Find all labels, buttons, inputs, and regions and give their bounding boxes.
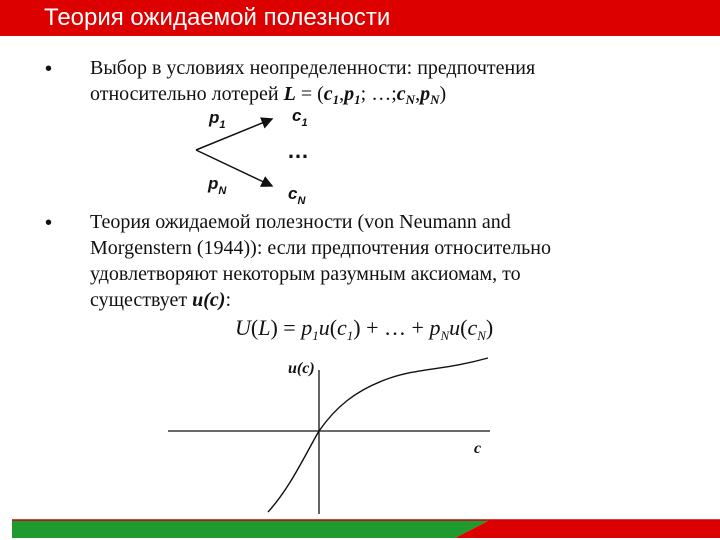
formula-open-3: ( — [460, 315, 468, 340]
lottery-label-p1 — [209, 108, 226, 131]
p-sub-1: 1 — [354, 92, 361, 107]
c-symbol-n: c — [396, 83, 406, 105]
lottery-label-c1 — [292, 106, 308, 129]
equals-open: = ( — [295, 83, 324, 105]
lottery-branch-up — [196, 119, 272, 150]
c1-sub: 1 — [301, 117, 308, 129]
graph-x-label: c — [474, 440, 482, 457]
lottery-label-cn — [288, 184, 305, 207]
bullet-1-line-1: Выбор в условиях неопределенности: предпочтения — [90, 57, 536, 79]
formula-cn-sub: N — [477, 328, 486, 343]
p1-letter: p — [209, 108, 220, 127]
formula-L: L — [258, 315, 271, 340]
formula-un: u — [449, 315, 461, 340]
formula-p1: p — [301, 315, 313, 340]
bottom-bar-red — [455, 520, 720, 538]
pn-sub: N — [218, 185, 227, 197]
pn-letter: p — [208, 174, 219, 193]
c-symbol: c — [323, 83, 333, 105]
p-sub-n: N — [430, 92, 440, 107]
formula-plus-dots: ) + … + — [353, 315, 430, 340]
p-symbol-n: p — [420, 83, 431, 105]
bullet-1-line-2-prefix: относительно лотерей — [90, 83, 284, 105]
p1-sub: 1 — [219, 119, 226, 131]
formula-eq: ) = — [270, 315, 302, 340]
slide-title: Теория ожидаемой полезности — [44, 4, 391, 31]
bullet-2-line-2: Morgenstern (1944)): если предпочтения относительно — [90, 237, 551, 259]
cn-letter: c — [288, 184, 298, 203]
bullet-marker: • — [45, 58, 53, 80]
expected-utility-formula — [235, 315, 493, 344]
formula-c1: c — [337, 315, 347, 340]
bullet-2-text — [90, 209, 551, 313]
bullet-2-line-1: Теория ожидаемой полезности (von Neumann and — [90, 211, 511, 233]
utility-symbol: u(c) — [192, 289, 226, 311]
cn-sub: N — [297, 195, 306, 207]
bullet-2-line-4 — [90, 287, 551, 313]
utility-curve — [268, 358, 488, 512]
c-sub-n: N — [405, 92, 416, 107]
comma-2: , — [415, 83, 421, 105]
formula-pn-sub: N — [440, 328, 450, 343]
p-symbol: p — [344, 83, 355, 105]
graph-y-label: u(c) — [288, 360, 315, 377]
bottom-bar-green — [12, 520, 490, 538]
bullet-2-line-4-prefix: существует — [90, 289, 193, 311]
formula-U: U — [235, 315, 251, 340]
mid-dots: ; …; — [360, 83, 397, 105]
formula-pn: p — [429, 315, 441, 340]
comma: , — [339, 83, 345, 105]
lottery-label-pn — [208, 174, 226, 197]
formula-open-2: ( — [329, 315, 338, 340]
colon: : — [225, 289, 232, 311]
bullet-marker-2: • — [45, 212, 53, 234]
formula-u1: u — [318, 315, 330, 340]
c1-letter: c — [292, 106, 302, 125]
formula-p1-sub: 1 — [312, 328, 319, 343]
formula-cn: c — [467, 315, 478, 340]
bullet-2-line-3: удовлетворяют некоторым разумным аксиомам, то — [90, 263, 521, 285]
close-paren: ) — [439, 83, 447, 105]
lottery-symbol: L — [283, 83, 296, 105]
formula-close: ) — [485, 315, 494, 340]
c-sub-1: 1 — [332, 92, 340, 107]
lottery-dots: … — [287, 138, 309, 163]
formula-c1-sub: 1 — [346, 328, 354, 343]
formula-open: ( — [250, 315, 259, 340]
